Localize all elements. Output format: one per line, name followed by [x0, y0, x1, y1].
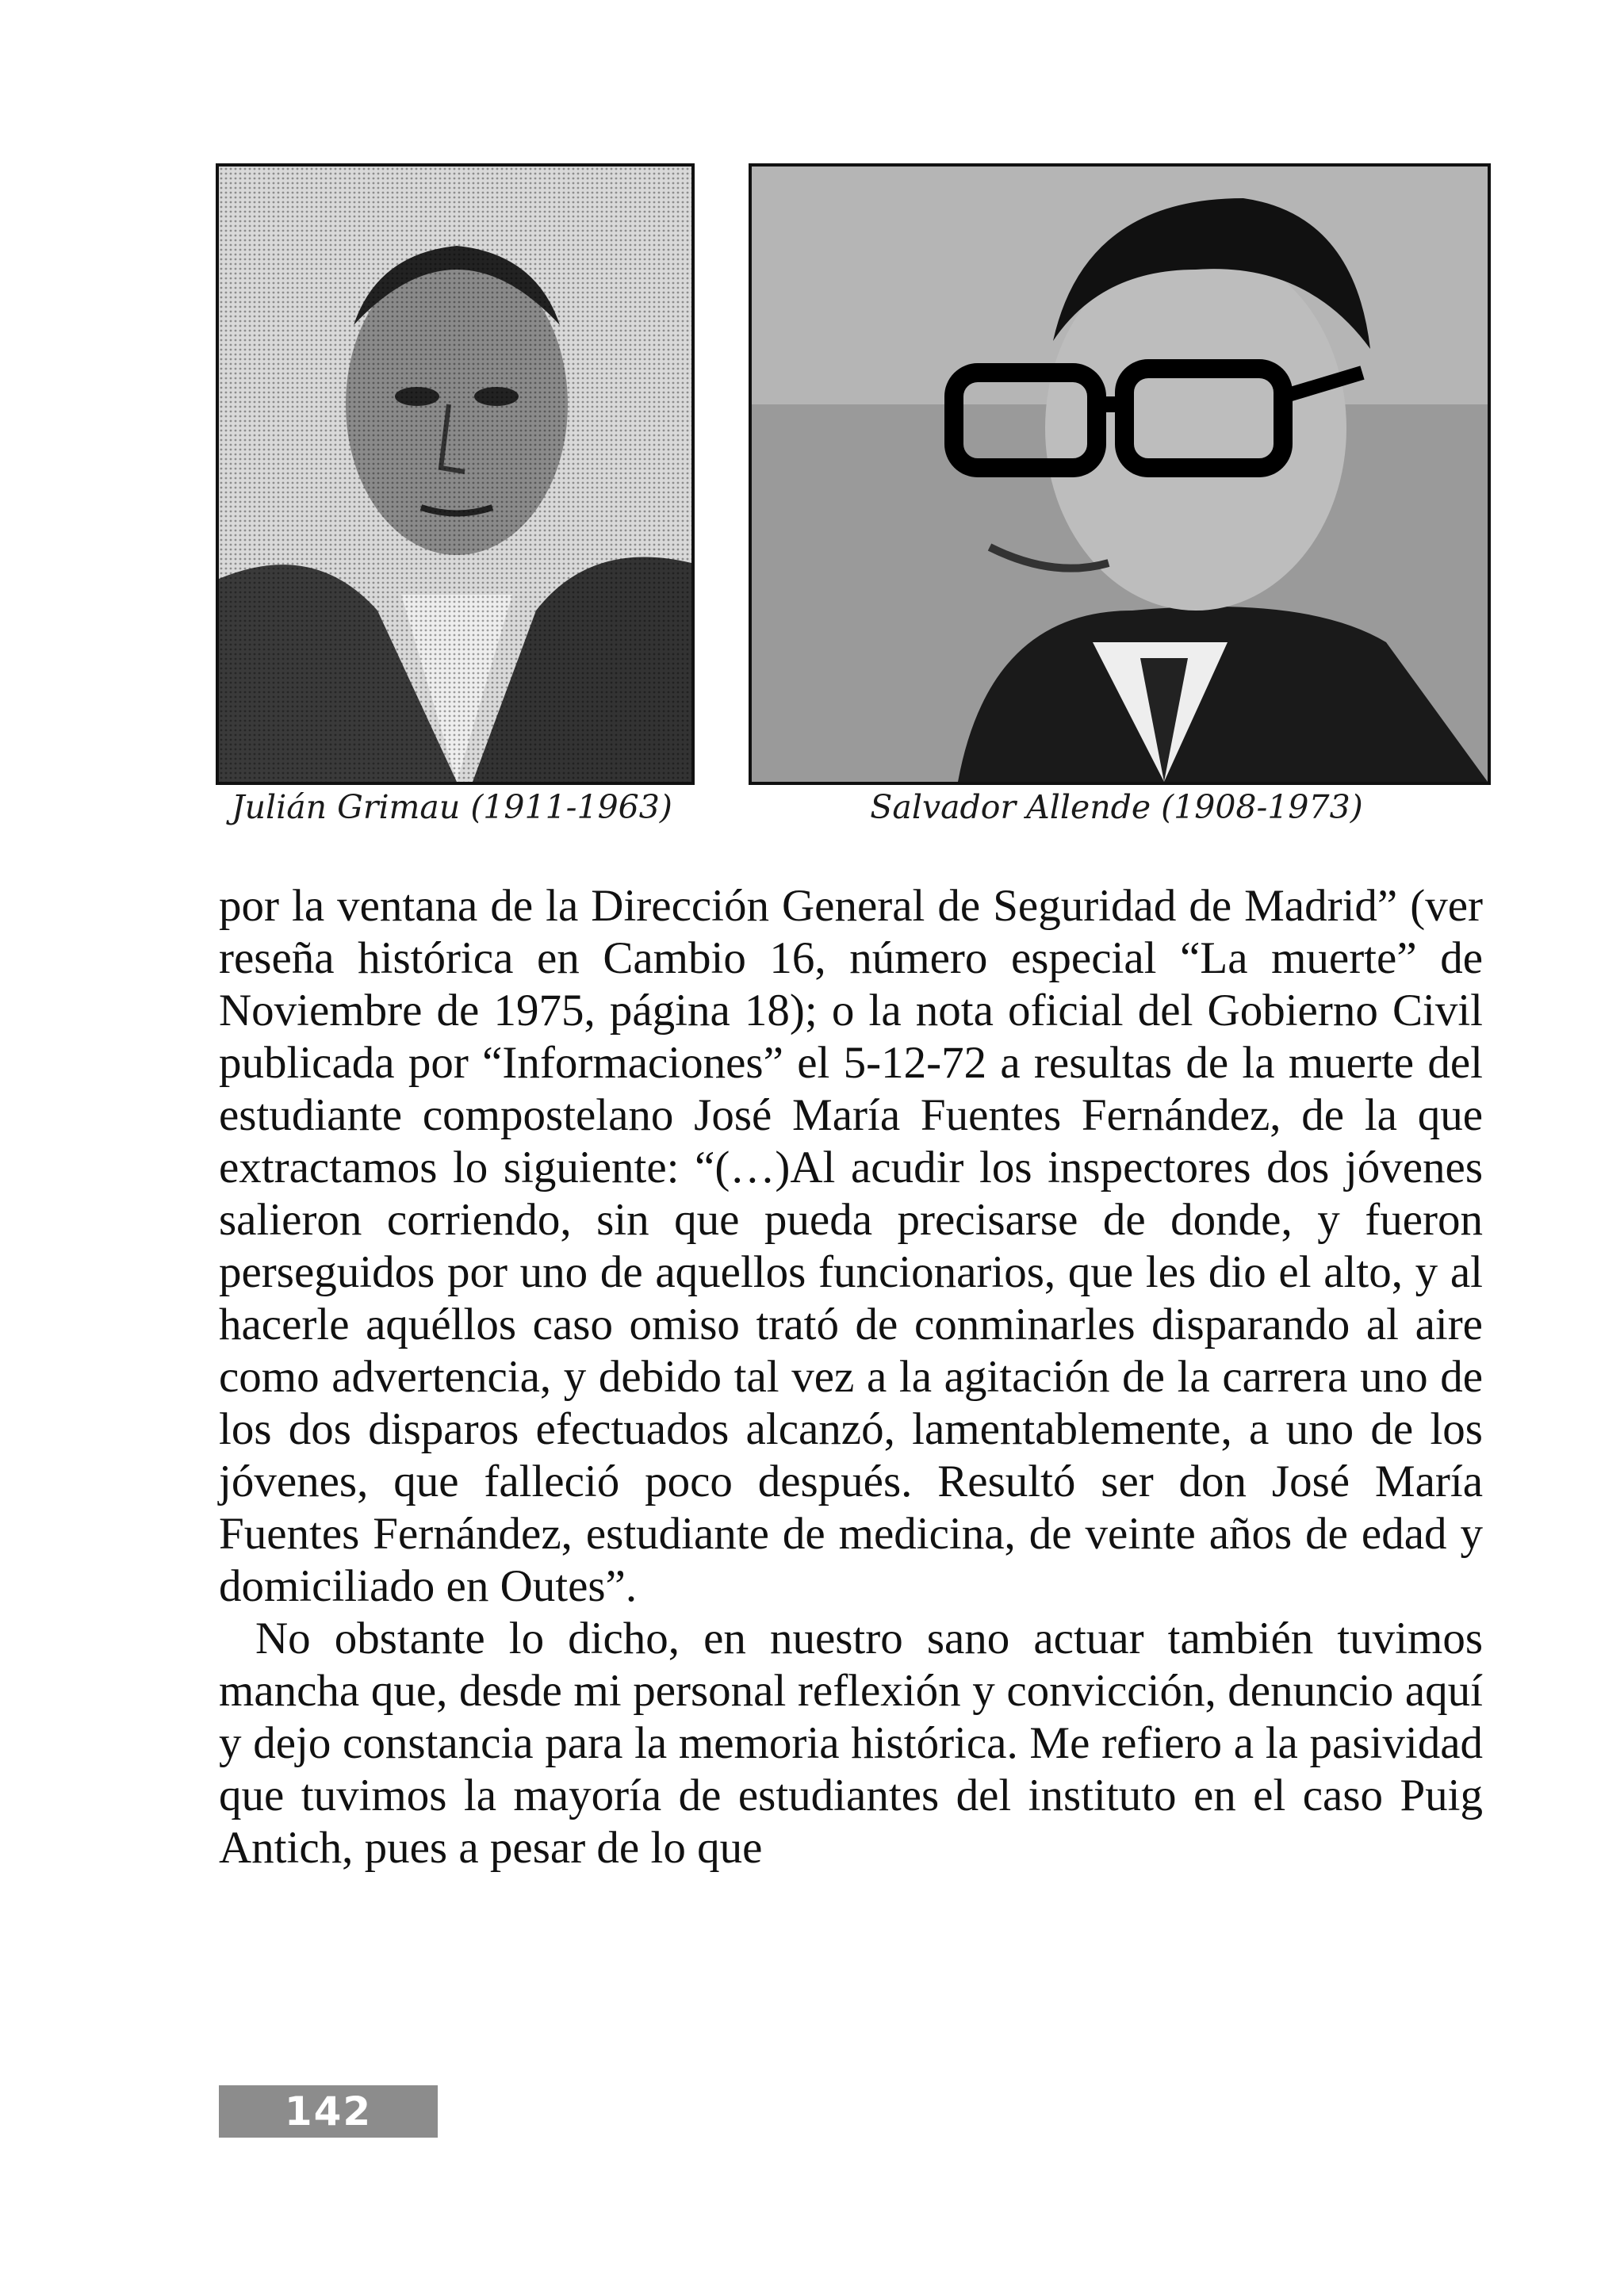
photo-julian-grimau — [216, 163, 695, 785]
paragraph: No obstante lo dicho, en nuestro sano actuar también tuvimos mancha que, desde mi personal reflexión y convicción, denuncio aquí y dejo constancia para la memoria histórica. Me refiero a la pasividad que tuvimos la mayoría de estudiantes del instituto en el caso Puig Antich, pues a pesar de lo que — [219, 1614, 1483, 1873]
photo-caption: Julián Grimau (1911-1963) — [232, 788, 672, 826]
page-number: 142 — [219, 2085, 438, 2138]
photo-caption: Salvador Allende (1908-1973) — [870, 788, 1363, 826]
photo-salvador-allende — [749, 163, 1491, 785]
paragraph: por la ventana de la Dirección General de Seguridad de Madrid” (ver reseña histórica en Cambio 16, número especial “La muerte” de Noviembre de 1975, página 18); o la nota oficial del Gobierno Civil publicada por “Informaciones” el 5-12-72 a resultas de la muerte del estudiante compostelano José María Fuentes Fernández, de la que extractamos lo siguiente: “(…)Al acudir los inspectores dos jóvenes salieron corriendo, sin que pueda precisarse de donde, y fueron perseguidos por uno de aquellos funcionarios, que les dio el alto, y al hacerle aquéllos caso omiso trató de conminarles disparando al aire como advertencia, y debido tal vez a la agitación de la carrera uno de los dos disparos efectuados alcanzó, lamentablemente, a uno de los jóvenes, que falleció poco después. Resultó ser don José María Fuentes Fernández, estudiante de medicina, de veinte años de edad y domiciliado en Outes”. — [219, 881, 1483, 1611]
body-text — [219, 880, 1483, 1874]
